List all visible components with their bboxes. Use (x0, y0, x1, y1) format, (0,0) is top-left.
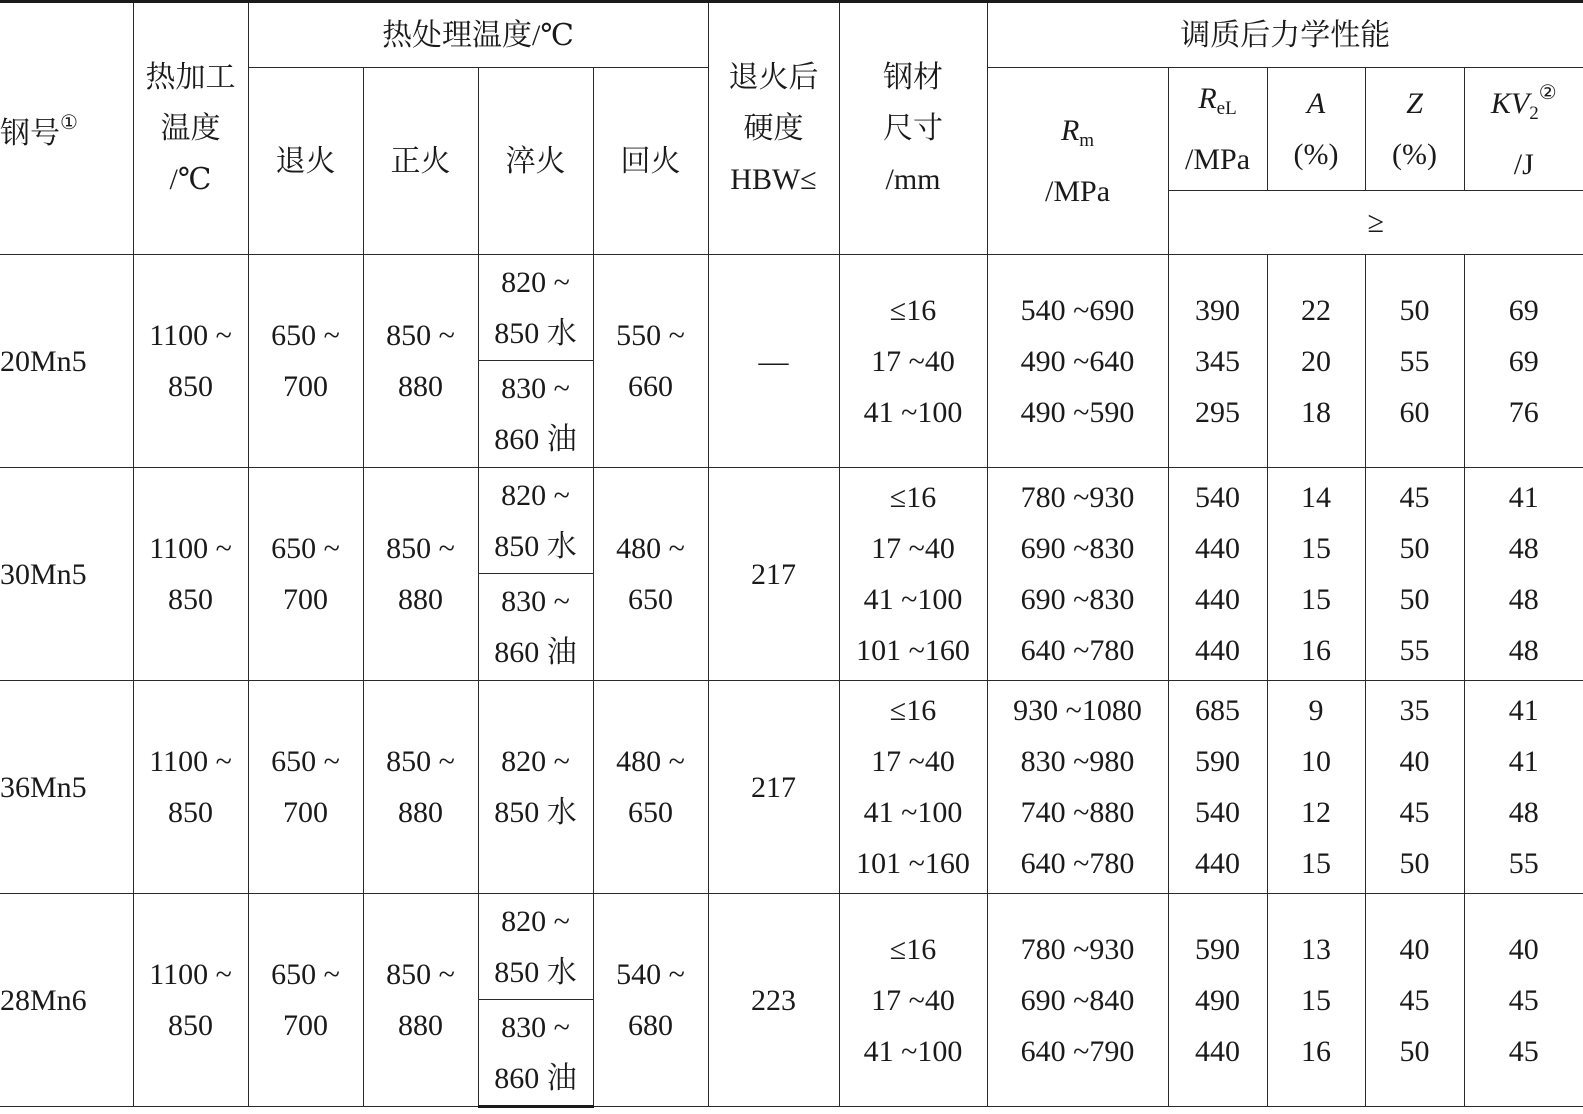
size-cell: ≤16 17 ~40 41 ~100 (839, 255, 987, 468)
hot-working-cell: 1100 ~ 850 (133, 681, 248, 894)
header-reduction-of-area: Z (%) (1365, 68, 1464, 191)
annealing-cell: 650 ~ 700 (248, 255, 363, 468)
header-quenching: 淬火 (478, 68, 593, 255)
hardness-cell: — (708, 255, 839, 468)
header-mechanical-properties: 调质后力学性能 (987, 2, 1583, 68)
elongation-cell: 22 20 18 (1267, 255, 1365, 468)
quench-water-cell: 820 ~ 850 水 (478, 894, 593, 1000)
impact-cell: 69 69 76 (1464, 255, 1583, 468)
size-cell: ≤16 17 ~40 41 ~100 101 ~160 (839, 681, 987, 894)
grade-cell: 30Mn5 (0, 468, 133, 681)
rm-cell: 780 ~930 690 ~830 690 ~830 640 ~780 (987, 468, 1168, 681)
tempering-cell: 480 ~ 650 (593, 468, 708, 681)
header-minimum-sign: ≥ (1168, 191, 1583, 255)
annealing-cell: 650 ~ 700 (248, 681, 363, 894)
normalizing-cell: 850 ~ 880 (363, 255, 478, 468)
impact-cell: 41 41 48 55 (1464, 681, 1583, 894)
hot-working-cell: 1100 ~ 850 (133, 468, 248, 681)
elongation-cell: 14 15 15 16 (1267, 468, 1365, 681)
header-annealing: 退火 (248, 68, 363, 255)
normalizing-cell: 850 ~ 880 (363, 894, 478, 1107)
annealing-cell: 650 ~ 700 (248, 468, 363, 681)
size-cell: ≤16 17 ~40 41 ~100 (839, 894, 987, 1107)
hot-working-cell: 1100 ~ 850 (133, 894, 248, 1107)
reduction-cell: 35 40 45 50 (1365, 681, 1464, 894)
normalizing-cell: 850 ~ 880 (363, 681, 478, 894)
hardness-cell: 217 (708, 468, 839, 681)
quench-water-cell: 820 ~ 850 水 (478, 681, 593, 894)
tempering-cell: 550 ~ 660 (593, 255, 708, 468)
elongation-cell: 9 10 12 15 (1267, 681, 1365, 894)
header-impact-energy: $KV_2^②$ /J (1464, 68, 1583, 191)
header-normalizing: 正火 (363, 68, 478, 255)
reduction-cell: 50 55 60 (1365, 255, 1464, 468)
rel-cell: 540 440 440 440 (1168, 468, 1267, 681)
rel-cell: 685 590 540 440 (1168, 681, 1267, 894)
rm-cell: 780 ~930 690 ~840 640 ~790 (987, 894, 1168, 1107)
impact-cell: 40 45 45 (1464, 894, 1583, 1107)
tempering-cell: 480 ~ 650 (593, 681, 708, 894)
reduction-cell: 40 45 50 (1365, 894, 1464, 1107)
quench-water-cell: 820 ~ 850 水 (478, 468, 593, 574)
header-rm: $R_m$ /MPa (987, 68, 1168, 255)
grade-cell: 20Mn5 (0, 255, 133, 468)
hardness-cell: 217 (708, 681, 839, 894)
rm-cell: 540 ~690 490 ~640 490 ~590 (987, 255, 1168, 468)
hot-working-cell: 1100 ~ 850 (133, 255, 248, 468)
rm-cell: 930 ~1080 830 ~980 740 ~880 640 ~780 (987, 681, 1168, 894)
reduction-cell: 45 50 50 55 (1365, 468, 1464, 681)
header-rel: $R_{eL}$ /MPa (1168, 68, 1267, 191)
header-steel-size: 钢材 尺寸 /mm (839, 2, 987, 255)
elongation-cell: 13 15 16 (1267, 894, 1365, 1107)
quench-oil-cell: 830 ~ 860 油 (478, 574, 593, 681)
quench-water-cell: 820 ~ 850 水 (478, 255, 593, 361)
grade-cell: 28Mn6 (0, 894, 133, 1107)
grade-cell: 36Mn5 (0, 681, 133, 894)
annealing-cell: 650 ~ 700 (248, 894, 363, 1107)
quench-oil-cell: 830 ~ 860 油 (478, 361, 593, 468)
tempering-cell: 540 ~ 680 (593, 894, 708, 1107)
header-elongation: A (%) (1267, 68, 1365, 191)
header-annealed-hardness: 退火后 硬度 HBW≤ (708, 2, 839, 255)
impact-cell: 41 48 48 48 (1464, 468, 1583, 681)
header-hot-working-temp: 热加工 温度 /℃ (133, 2, 248, 255)
rel-cell: 390 345 295 (1168, 255, 1267, 468)
rel-cell: 590 490 440 (1168, 894, 1267, 1107)
header-heat-treatment: 热处理温度/℃ (248, 2, 708, 68)
header-grade: 钢号① (0, 2, 133, 255)
normalizing-cell: 850 ~ 880 (363, 468, 478, 681)
size-cell: ≤16 17 ~40 41 ~100 101 ~160 (839, 468, 987, 681)
quench-oil-cell: 830 ~ 860 油 (478, 1000, 593, 1107)
hardness-cell: 223 (708, 894, 839, 1107)
header-tempering: 回火 (593, 68, 708, 255)
